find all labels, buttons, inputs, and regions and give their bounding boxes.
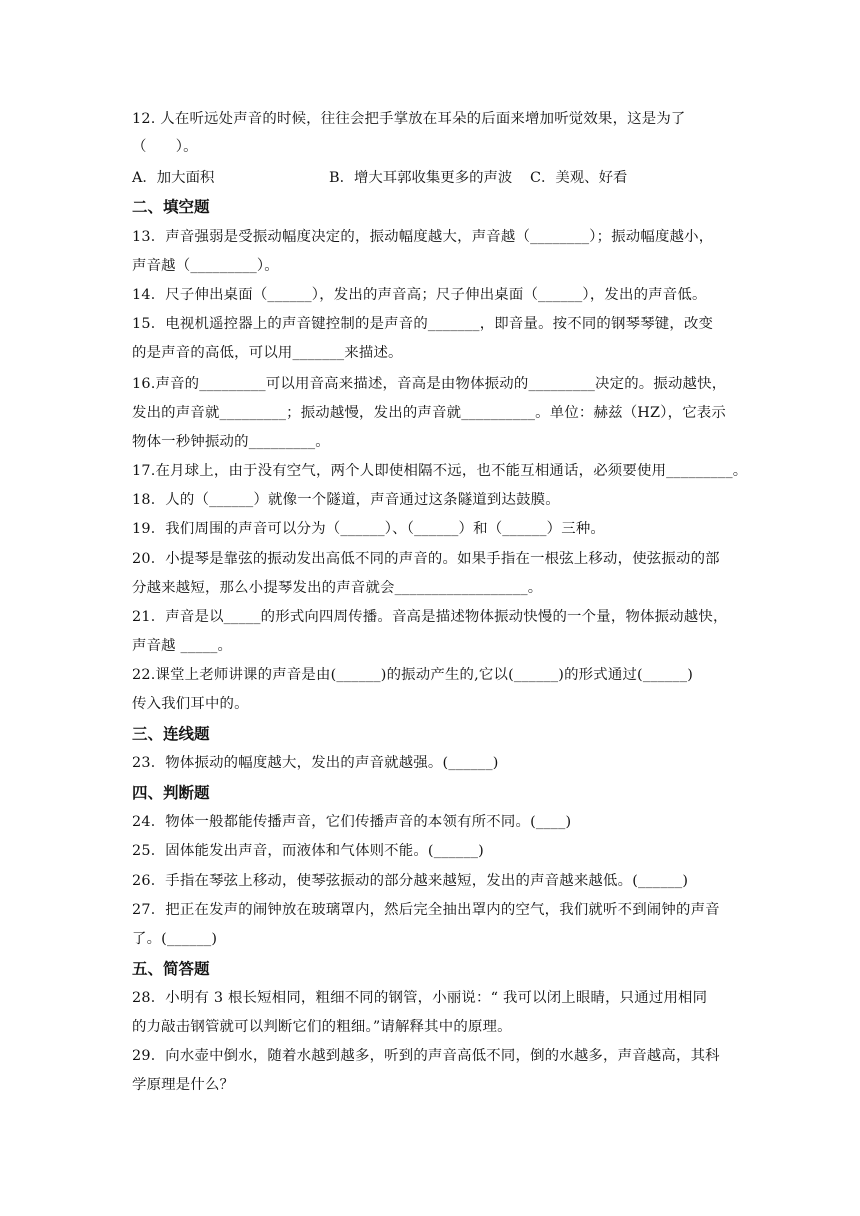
q19-line: 19．我们周围的声音可以分为（______）、（______）和（______）三种。 xyxy=(132,521,606,537)
q28-line-2: 的力敲击钢管就可以判断它们的粗细。”请解释其中的原理。 xyxy=(132,1019,512,1035)
q24-line: 24．物体一般都能传播声音，它们传播声音的本领有所不同。(____) xyxy=(132,814,572,830)
q22-line-1: 22.课堂上老师讲课的声音是由(______)的振动产生的,它以(______)的形式通过(______) xyxy=(132,667,694,683)
q29-line-2: 学原理是什么？ xyxy=(132,1077,235,1093)
q27-line-2: 了。(______) xyxy=(132,931,218,947)
q21-line-1: 21．声音是以_____的形式向四周传播。音高是描述物体振动快慢的一个量，物体振动越快， xyxy=(132,609,728,625)
q27-line-1: 27．把正在发声的闹钟放在玻璃罩内，然后完全抽出罩内的空气，我们就听不到闹钟的声音 xyxy=(132,902,720,918)
q25-line: 25．固体能发出声音，而液体和气体则不能。(______) xyxy=(132,843,484,859)
q20-line-2: 分越来越短，那么小提琴发出的声音就会__________________。 xyxy=(132,580,543,596)
q16-line-2: 发出的声音就_________；振动越慢，发出的声音就__________。单位：赫兹（HZ），它表示 xyxy=(132,405,726,421)
section-heading-matching: 三、连线题 xyxy=(132,725,210,743)
q12-option-a: A．加大面积 xyxy=(132,170,215,186)
q20-line-1: 20．小提琴是靠弦的振动发出高低不同的声音的。如果手指在一根弦上移动，使弦振动的部 xyxy=(132,551,720,567)
q28-line-1: 28．小明有 3 根长短相同，粗细不同的钢管，小丽说：“ 我可以闭上眼睛，只通过用相同 xyxy=(132,990,708,1006)
section-heading-true-false: 四、判断题 xyxy=(132,784,210,802)
q16-line-1: 16.声音的_________可以用音高来描述，音高是由物体振动的_________决定的。振动越快， xyxy=(132,376,727,392)
q13-line-1: 13．声音强弱是受振动幅度决定的，振动幅度越大，声音越（________）；振动幅度越小， xyxy=(132,229,714,245)
q12-option-c: C．美观、好看 xyxy=(530,170,628,186)
section-heading-short-answer: 五、简答题 xyxy=(132,960,210,978)
q22-line-2: 传入我们耳中的。 xyxy=(132,696,249,712)
q23-line: 23．物体振动的幅度越大，发出的声音就越强。(______) xyxy=(132,755,499,771)
q15-line-1: 15．电视机遥控器上的声音键控制的是声音的_______，即音量。按不同的钢琴琴键，改变 xyxy=(132,316,714,332)
q17-line: 17.在月球上，由于没有空气，两个人即使相隔不远，也不能互相通话，必须要使用_________。 xyxy=(132,463,748,479)
section-heading-fill-blank: 二、填空题 xyxy=(132,198,210,216)
q13-line-2: 声音越（_________）。 xyxy=(132,258,279,274)
q12-option-b: B．增大耳郭收集更多的声波 xyxy=(329,170,513,186)
q26-line: 26．手指在琴弦上移动，使琴弦振动的部分越来越短，发出的声音越来越低。(______) xyxy=(132,873,689,889)
q12-line-2: （ ）。 xyxy=(132,139,198,155)
q14-line: 14．尺子伸出桌面（______），发出的声音高；尺子伸出桌面（______），发出的声音低。 xyxy=(132,287,707,303)
q29-line-1: 29．向水壶中倒水，随着水越到越多，听到的声音高低不同，倒的水越多，声音越高，其科 xyxy=(132,1048,720,1064)
q16-line-3: 物体一秒钟振动的_________。 xyxy=(132,434,330,450)
q21-line-2: 声音越 _____。 xyxy=(132,638,233,654)
q12-line-1: 12. 人在听远处声音的时候，往往会把手掌放在耳朵的后面来增加听觉效果，这是为了 xyxy=(132,111,686,127)
q18-line: 18．人的（______）就像一个隧道，声音通过这条隧道到达鼓膜。 xyxy=(132,492,560,508)
q15-line-2: 的是声音的高低，可以用_______来描述。 xyxy=(132,345,403,361)
